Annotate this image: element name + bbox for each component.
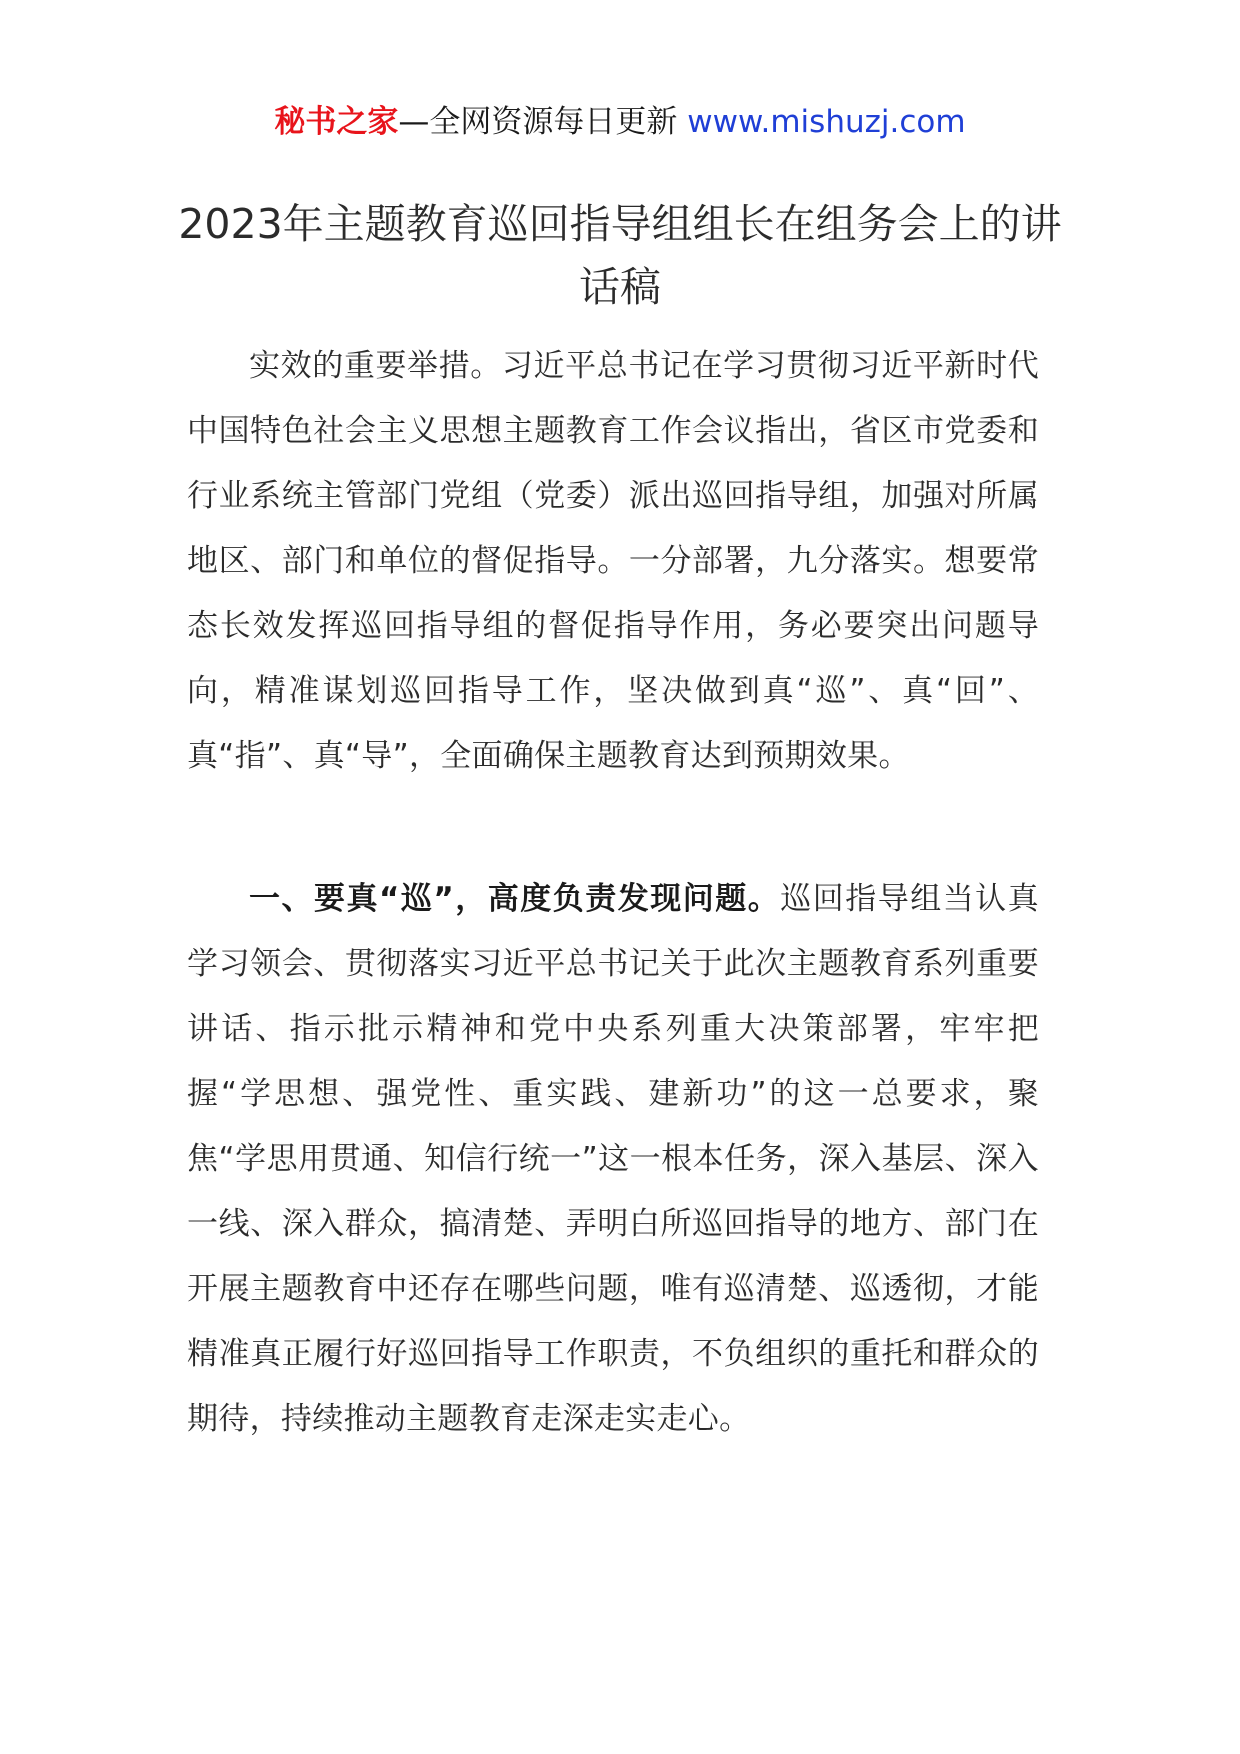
paragraph-2-lead: 一、要真“巡”，高度负责发现问题。 — [249, 881, 781, 917]
site-url-link[interactable]: www.mishuzj.com — [687, 104, 966, 140]
paragraph-1 — [187, 334, 1039, 789]
header-slogan: —全网资源每日更新 — [398, 104, 678, 140]
brand-name: 秘书之家 — [274, 104, 399, 140]
paragraph-1-text: 实效的重要举措。习近平总书记在学习贯彻习近平新时代中国特色社会主义思想主题教育工作会议指出，省区市党委和行业系统主管部门党组（党委）派出巡回指导组，加强对所属地区、部门和单位的督促指导。一分部署，九分落实。想要常态长效发挥巡回指导组的督促指导作用，务必要突出问题导向，精准谋划巡回指导工作，坚决做到真“巡”、真“回”、真“指”、真“导”，全面确保主题教育达到预期效果。 — [187, 348, 1039, 774]
paragraph-2 — [187, 867, 1039, 1452]
site-header — [0, 100, 1240, 144]
paragraph-2-text: 巡回指导组当认真学习领会、贯彻落实习近平总书记关于此次主题教育系列重要讲话、指示批示精神和党中央系列重大决策部署，牢牢把握“学思想、强党性、重实践、建新功”的这一总要求，聚焦“学思用贯通、知信行统一”这一根本任务，深入基层、深入一线、深入群众，搞清楚、弄明白所巡回指导的地方、部门在开展主题教育中还存在哪些问题，唯有巡清楚、巡透彻，才能精准真正履行好巡回指导工作职责，不负组织的重托和群众的期待，持续推动主题教育走深走实走心。 — [187, 881, 1039, 1437]
document-title: 2023年主题教育巡回指导组组长在组务会上的讲话稿 — [178, 200, 1062, 311]
